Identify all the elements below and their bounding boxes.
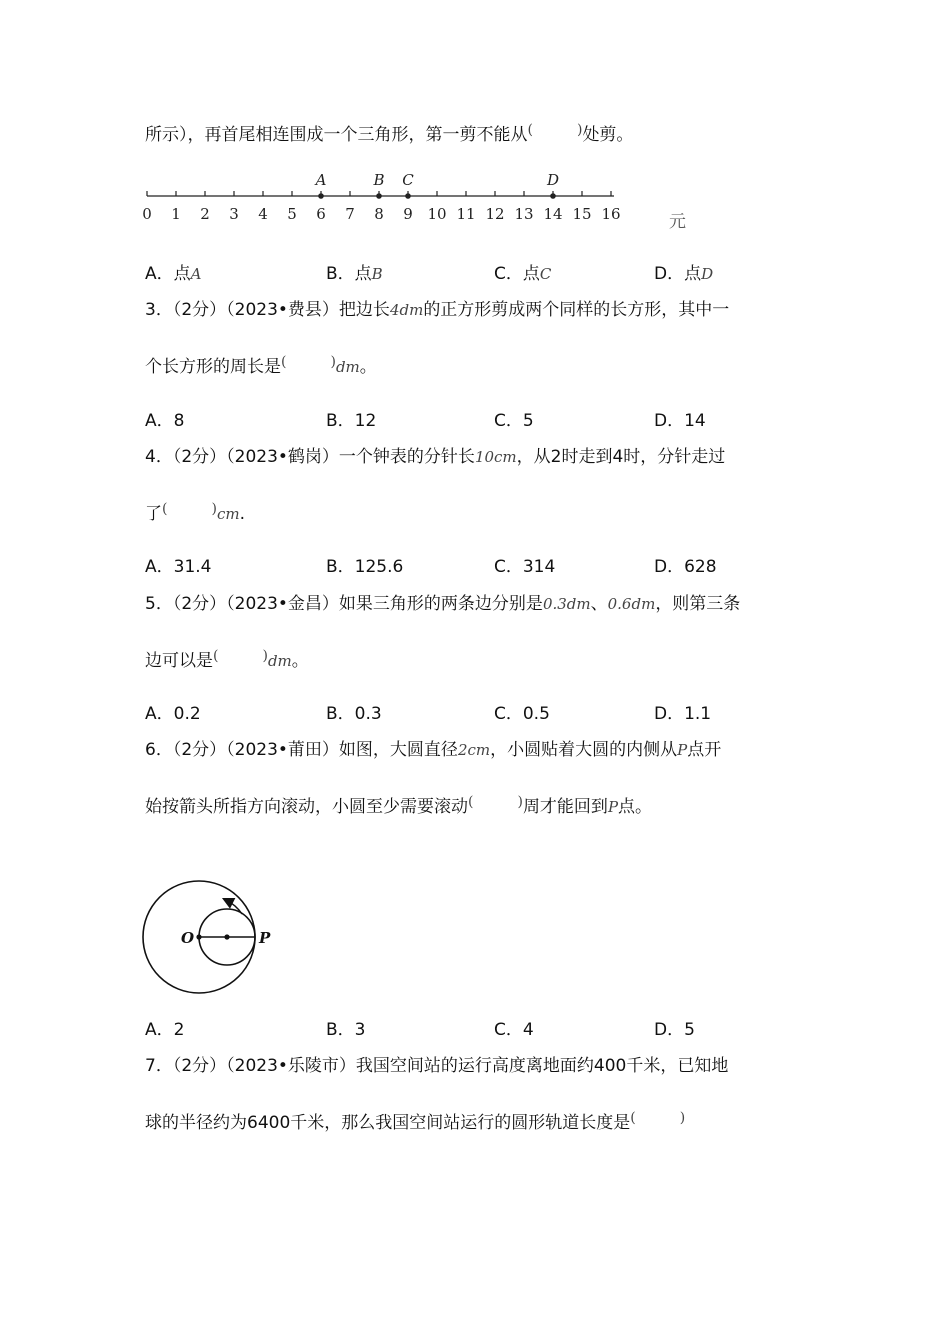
number-line-point: [318, 193, 324, 199]
option-b[interactable]: B．点B: [326, 264, 383, 284]
option-a[interactable]: A．8: [145, 411, 185, 431]
q3-stem-line-1: 3．（2分）（2023•费县）把边长4dm的正方形剪成两个同样的长方形，其中一: [145, 300, 730, 320]
number-line-tick-label: 1: [171, 205, 181, 223]
number-line-tick-label: 4: [258, 205, 268, 223]
option-a[interactable]: A．点A: [145, 264, 202, 284]
q3-options: [145, 409, 845, 433]
number-line-tick-label: 13: [514, 205, 534, 223]
q2-stem-line: 所示），再首尾相连围成一个三角形，第一剪不能从( )处剪。: [145, 122, 634, 145]
option-d[interactable]: D．628: [654, 557, 717, 577]
number-line-tick-label: 8: [374, 205, 384, 223]
answer-blank: ( ): [213, 648, 268, 664]
q5-stem-line-2: 边可以是( )dm。: [145, 648, 309, 671]
q7-stem-line-1: 7．（2分）（2023•乐陵市）我国空间站的运行高度离地面约400千米，已知地: [145, 1056, 729, 1076]
number-line-tick-label: 14: [543, 205, 563, 223]
q2-options: [145, 262, 845, 286]
option-c[interactable]: C．点C: [494, 264, 552, 284]
point-o: [196, 934, 201, 939]
option-d[interactable]: D．点D: [654, 264, 714, 284]
number-line-tick-label: 3: [229, 205, 239, 223]
option-b[interactable]: B．125.6: [326, 557, 404, 577]
q4-stem-line-1: 4．（2分）（2023•鹤岗）一个钟表的分针长10cm，从2时走到4时，分针走过: [145, 447, 726, 467]
q5-stem-line-1: 5．（2分）（2023•金昌）如果三角形的两条边分别是0.3dm、0.6dm，则第三条: [145, 594, 741, 614]
small-circle-center: [224, 934, 229, 939]
option-c[interactable]: C．4: [494, 1020, 534, 1040]
number-line-unit: 元: [669, 212, 686, 232]
option-d[interactable]: D．1.1: [654, 704, 712, 724]
q6-stem-line-1: 6．（2分）（2023•莆田）如图，大圆直径2cm，小圆贴着大圆的内侧从P点开: [145, 740, 722, 760]
number-line-tick-label: 15: [572, 205, 592, 223]
answer-blank: ( ): [281, 354, 336, 370]
number-line-tick-label: 10: [427, 205, 447, 223]
number-line-tick-label: 12: [485, 205, 505, 223]
number-line-tick-label: 11: [456, 205, 476, 223]
circle-figure: [138, 876, 288, 1001]
q6-options: [145, 1018, 845, 1042]
option-c[interactable]: C．314: [494, 557, 556, 577]
number-line-point-label: B: [373, 171, 385, 189]
option-d[interactable]: D．14: [654, 411, 706, 431]
option-c[interactable]: C．0.5: [494, 704, 550, 724]
answer-blank: ( ): [527, 122, 583, 138]
number-line-point-label: A: [315, 171, 327, 189]
number-line-tick-label: 2: [200, 205, 210, 223]
option-c[interactable]: C．5: [494, 411, 534, 431]
answer-blank: ( ): [162, 501, 217, 517]
answer-blank: ( ): [468, 794, 523, 810]
number-line-point: [550, 193, 556, 199]
number-line-point-label: D: [546, 171, 560, 189]
number-line-tick-label: 9: [403, 205, 413, 223]
number-line-point: [376, 193, 382, 199]
q6-stem-line-2: 始按箭头所指方向滚动，小圆至少需要滚动( )周才能回到P点。: [145, 794, 653, 817]
option-d[interactable]: D．5: [654, 1020, 695, 1040]
label-p: P: [259, 929, 271, 947]
option-a[interactable]: A．2: [145, 1020, 185, 1040]
option-b[interactable]: B．0.3: [326, 704, 382, 724]
rolling-arrow: [226, 900, 242, 914]
option-a[interactable]: A．31.4: [145, 557, 212, 577]
answer-blank: ( ): [630, 1110, 686, 1126]
q3-stem-line-2: 个长方形的周长是( )dm。: [145, 354, 377, 377]
option-b[interactable]: B．3: [326, 1020, 366, 1040]
number-line-tick-label: 7: [345, 205, 355, 223]
q5-options: [145, 702, 845, 726]
number-line-tick-label: 6: [316, 205, 326, 223]
option-b[interactable]: B．12: [326, 411, 377, 431]
number-line-tick-label: 0: [142, 205, 152, 223]
q7-stem-line-2: 球的半径约为6400千米，那么我国空间站运行的圆形轨道长度是( ): [145, 1110, 686, 1133]
number-line-point: [405, 193, 411, 199]
number-line-point-label: C: [402, 171, 414, 189]
q4-stem-line-2: 了( )cm.: [145, 501, 245, 524]
option-a[interactable]: A．0.2: [145, 704, 201, 724]
number-line-tick-label: 16: [601, 205, 621, 223]
q4-options: [145, 555, 845, 579]
number-line-tick-label: 5: [287, 205, 297, 223]
q2-stem-text: 所示），再首尾相连围成一个三角形，第一剪不能从: [145, 125, 528, 145]
label-o: O: [181, 929, 195, 947]
number-line: [135, 168, 715, 238]
